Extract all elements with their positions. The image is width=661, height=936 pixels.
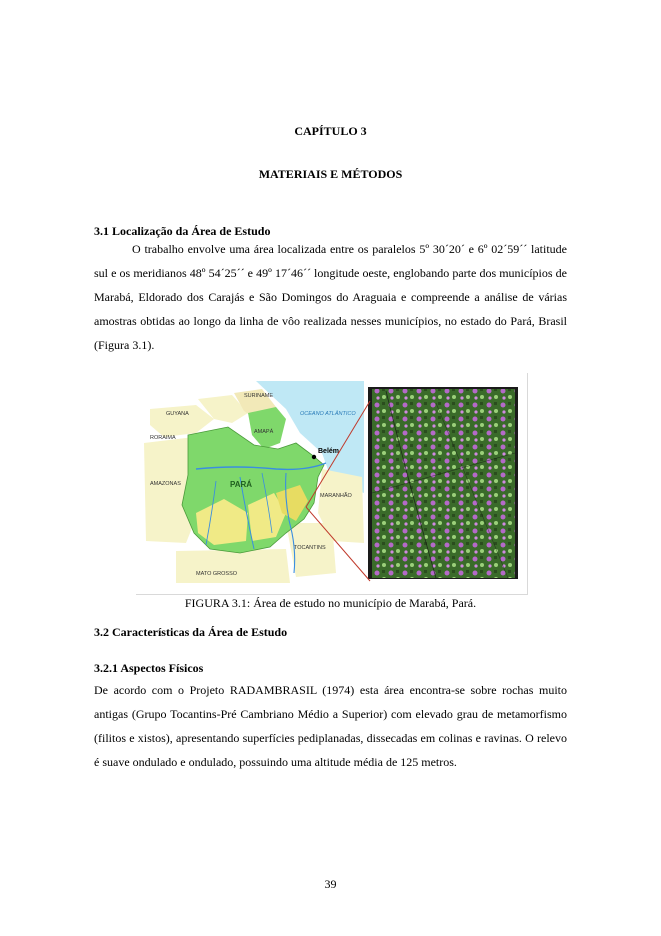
map-label-roraima: RORAIMA bbox=[150, 435, 176, 441]
section-3-1-paragraph: O trabalho envolve uma área localizada entre os paralelos 5º 30´20´ e 6º 02´59´´ latitude sul e os meridianos 48º 54´25´´ e 49º 17´46´´ longitude oeste, englobando parte dos municípios de Marabá, Eldorado dos Carajás e São Domingos do Araguaia e compreende a análise de várias amostras obtidas ao longo da linha de vôo realizada nesses municípios, no estado do Pará, Brasil (Figura 3.1). bbox=[94, 242, 567, 352]
page-number: 39 bbox=[324, 877, 337, 891]
chapter-number: CAPÍTULO 3 bbox=[294, 124, 367, 138]
map-label-para: PARÁ bbox=[230, 480, 253, 489]
map-label-belem: Belém bbox=[318, 448, 340, 455]
section-heading-3-2: 3.2 Características da Área de Estudo bbox=[94, 625, 288, 639]
belem-marker bbox=[312, 455, 316, 459]
figure-3-1 bbox=[136, 373, 528, 595]
map-label-guyana: GUYANA bbox=[166, 411, 189, 417]
mato-grosso-area bbox=[176, 549, 290, 583]
map-label-tocantins: TOCANTINS bbox=[294, 545, 326, 551]
map-label-amazonas: AMAZONAS bbox=[150, 481, 181, 487]
map-label-amapa: AMAPÁ bbox=[254, 429, 274, 435]
map-label-oceano: OCEANO ATLÂNTICO bbox=[300, 411, 356, 417]
satellite-image bbox=[368, 387, 518, 579]
section-heading-3-1: 3.1 Localização da Área de Estudo bbox=[94, 224, 271, 238]
figure-3-1-graphic bbox=[136, 373, 527, 594]
map-label-suriname: SURINAME bbox=[244, 393, 274, 399]
figure-caption: FIGURA 3.1: Área de estudo no município de Marabá, Pará. bbox=[184, 596, 477, 610]
section-3-2-1-paragraph: De acordo com o Projeto RADAMBRASIL (1974) esta área encontra-se sobre rochas muito antigas (Grupo Tocantins-Pré Cambriano Médio a Superior) com elevado grau de metamorfismo (filitos e xistos), apresentando superfícies pediplanadas, dissecadas em colinas e ravinas. O relevo é suave ondulado e ondulado, possuindo uma altitude média de 125 metros. bbox=[94, 683, 567, 769]
chapter-title: MATERIAIS E MÉTODOS bbox=[258, 167, 403, 181]
map-label-maranhao: MARANHÃO bbox=[320, 493, 352, 499]
location-map bbox=[140, 377, 366, 583]
map-label-mato-grosso: MATO GROSSO bbox=[196, 571, 238, 577]
section-heading-3-2-1: 3.2.1 Aspectos Físicos bbox=[94, 661, 204, 675]
